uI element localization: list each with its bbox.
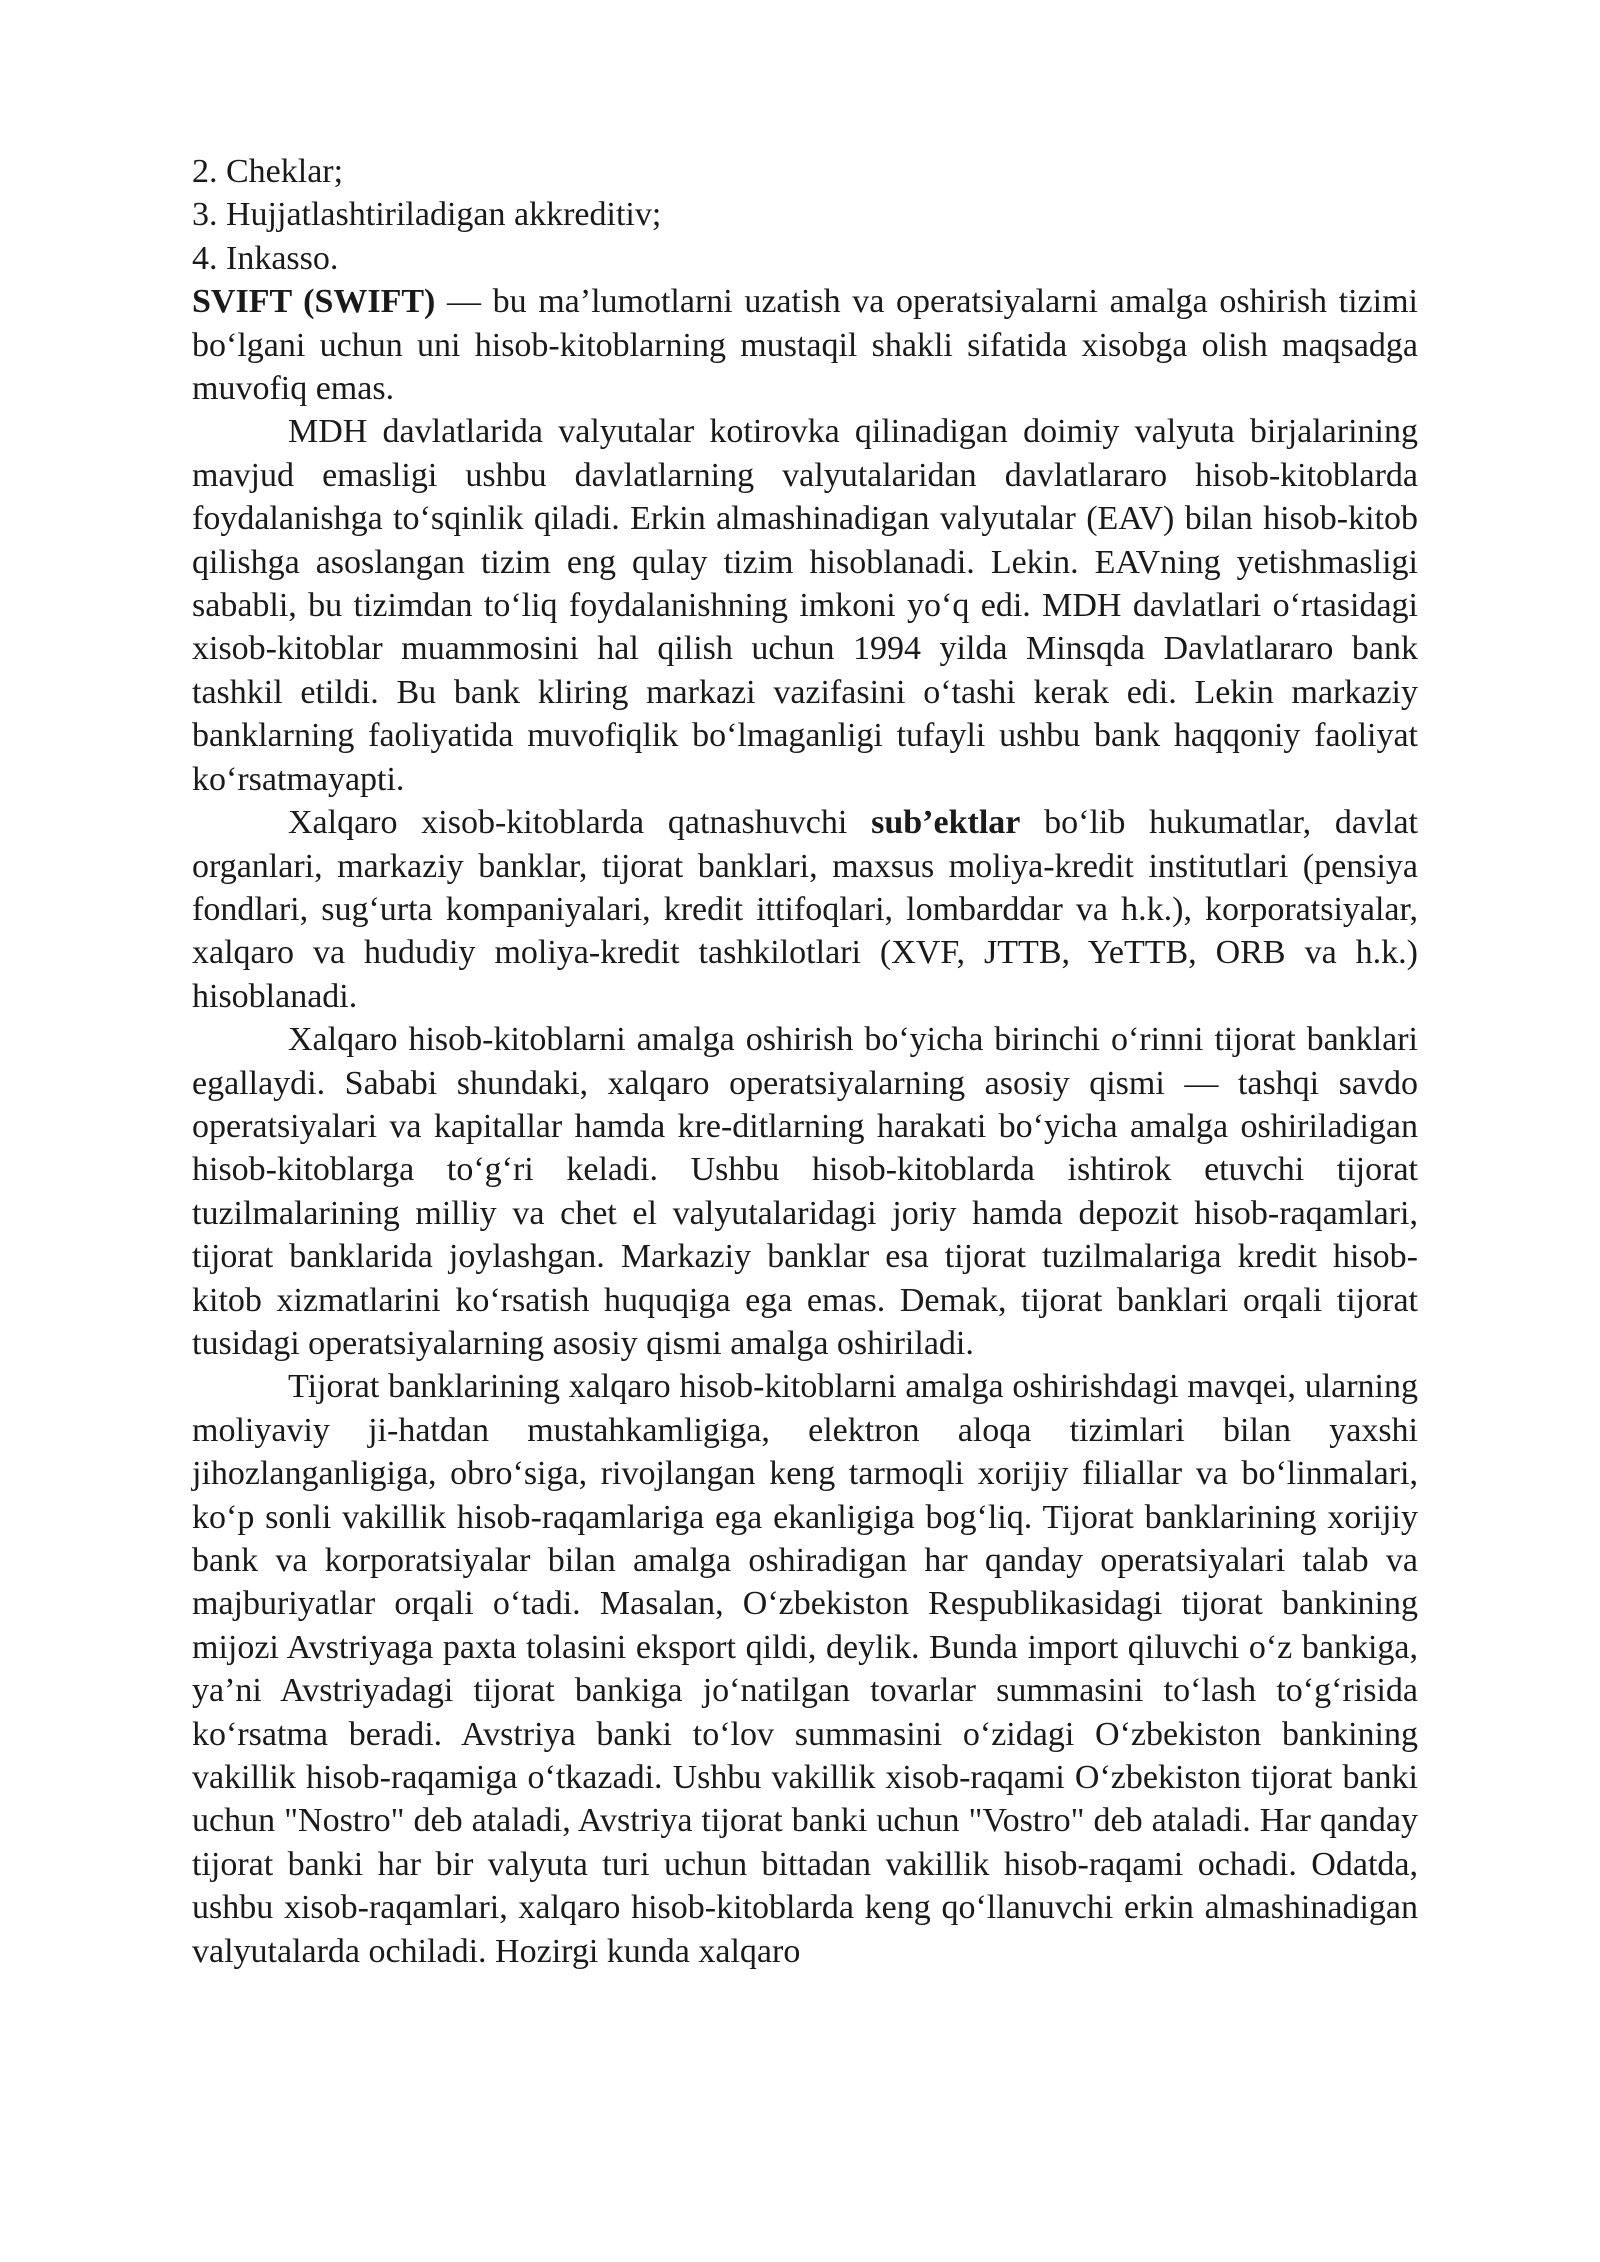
list-item: 3. Hujjatlashtiriladigan akkreditiv;: [192, 196, 662, 234]
list-item: 2. Cheklar;: [192, 153, 344, 190]
swift-term: SVIFT (SWIFT): [192, 283, 436, 321]
swift-paragraph: [192, 280, 1418, 410]
subjects-term: sub’ektlar: [871, 804, 1021, 842]
paragraph-mdh: MDH davlatlarida valyutalar kotirovka qilinadigan doimiy valyuta birjalarining mavjud emasligi ushbu davlatlarning valyutalaridan davlatlararo hisob-kitoblarda foydalanishga to‘sqinlik qiladi. Erkin almashinadigan valyutalar (EAV) bilan hisob-kitob qilishga asoslangan tizim eng qulay tizim hisoblanadi. Lekin. EAVning yetishmasligi sababli, bu tizimdan to‘liq foydalanishning imkoni yo‘q edi. MDH davlatlari o‘rtasidagi xisob-kitoblar muammosini hal qilish uchun 1994 yilda Minsqda Davlatlararo bank tashkil etildi. Bu bank kliring markazi vazifasini o‘tashi kerak edi. Lekin markaziy banklarning faoliyatida muvofiqlik bo‘lmaganligi tufayli ushbu bank haqqoniy faoliyat ko‘rsatmayapti.: [192, 413, 1418, 798]
paragraph-subjects: [192, 801, 1418, 1018]
list-item: 4. Inkasso.: [192, 239, 339, 277]
paragraph-subjects-start: Xalqaro xisob-kitoblarda qatnashuvchi: [288, 804, 872, 842]
swift-definition: — bu ma’lumotlarni uzatish va operatsiyalarni amalga oshirish tizimi bo‘lgani uchun uni hisob-kitoblarning mustaqil shakli sifatida xisobga olish maqsadga muvofiq emas.: [192, 283, 1418, 408]
document-page: [192, 150, 1418, 1973]
paragraph-commercial-banks: Xalqaro hisob-kitoblarni amalga oshirish bo‘yicha birinchi o‘rinni tijorat banklari egallaydi. Sababi shundaki, xalqaro operatsiyalarning asosiy qismi — tashqi savdo operatsiyalari va kapitallar hamda kre-ditlarning harakati bo‘yicha amalga oshiriladigan hisob-kitoblarga to‘g‘ri keladi. Ushbu hisob-kitoblarda ishtirok etuvchi tijorat tuzilmalarining milliy va chet el valyutalaridagi joriy hamda depozit hisob-raqamlari, tijorat banklarida joylashgan. Markaziy banklar esa tijorat tuzilmalariga kredit hisob-kitob xizmatlarini ko‘rsatish huquqiga ega emas. Demak, tijorat banklari orqali tijorat tusidagi operatsiyalarning asosiy qismi amalga oshiriladi.: [192, 1021, 1418, 1362]
paragraph-bank-position: Tijorat banklarining xalqaro hisob-kitoblarni amalga oshirishdagi mavqei, ularning moliyaviy ji-hatdan mustahkamligiga, elektron aloqa tizimlari bilan yaxshi jihozlanganligiga, obro‘siga, rivojlangan keng tarmoqli xorijiy filiallar va bo‘linmalari, ko‘p sonli vakillik hisob-raqamlariga ega ekanligiga bog‘liq. Tijorat banklarining xorijiy bank va korporatsiyalar bilan amalga oshiradigan har qanday operatsiyalari talab va majburiyatlar orqali o‘tadi. Masalan, O‘zbekiston Respublikasidagi tijorat bankining mijozi Avstriyaga paxta tolasini eksport qildi, deylik. Bunda import qiluvchi o‘z bankiga, ya’ni Avstriyadagi tijorat bankiga jo‘natilgan tovarlar summasini to‘lash to‘g‘risida ko‘rsatma beradi. Avstriya banki to‘lov summasini o‘zidagi O‘zbekiston bankining vakillik hisob-raqamiga o‘tkazadi. Ushbu vakillik xisob-raqami O‘zbekiston tijorat banki uchun "Nostro" deb ataladi, Avstriya tijorat banki uchun "Vostro" deb ataladi. Har qanday tijorat banki har bir valyuta turi uchun bittadan vakillik hisob-raqami ochadi. Odatda, ushbu xisob-raqamlari, xalqaro hisob-kitoblarda keng qo‘llanuvchi erkin almashinadigan valyutalarda ochiladi. Hozirgi kunda xalqaro: [192, 1368, 1418, 1970]
paragraph-subjects-end: bo‘lib hukumatlar, davlat organlari, markaziy banklar, tijorat banklari, maxsus moliya-kredit institutlari (pensiya fondlari, sug‘urta kompaniyalari, kredit ittifoqlari, lombarddar va h.k.), korporatsiyalar, xalqaro va hududiy moliya-kredit tashkilotlari (XVF, JTTB, YeTTB, ORB va h.k.) hisoblanadi.: [192, 804, 1418, 1015]
